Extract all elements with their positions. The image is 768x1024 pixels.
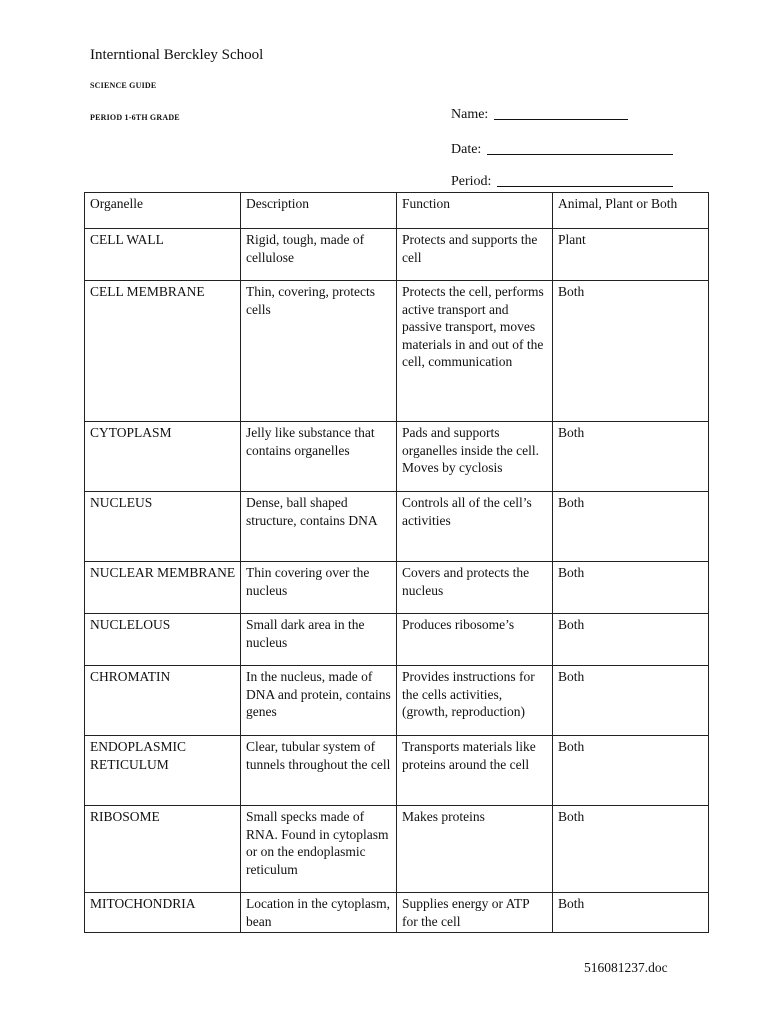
organelle-cell: ENDOPLASMIC RETICULUM bbox=[85, 736, 241, 806]
period-grade-label: PERIOD 1-6TH GRADE bbox=[90, 113, 180, 122]
type-cell: Both bbox=[553, 666, 709, 736]
column-header-organelle: Organelle bbox=[85, 193, 241, 229]
organelle-cell: NUCLEAR MEMBRANE bbox=[85, 562, 241, 614]
function-cell: Covers and protects the nucleus bbox=[397, 562, 553, 614]
function-cell: Supplies energy or ATP for the cell bbox=[397, 893, 553, 933]
column-header-type: Animal, Plant or Both bbox=[553, 193, 709, 229]
description-cell: In the nucleus, made of DNA and protein, contains genes bbox=[241, 666, 397, 736]
name-field bbox=[451, 107, 628, 123]
function-cell: Produces ribosome’s bbox=[397, 614, 553, 666]
function-cell: Provides instructions for the cells activities, (growth, reproduction) bbox=[397, 666, 553, 736]
period-blank-line[interactable] bbox=[497, 185, 673, 187]
document-filename: 516081237.doc bbox=[584, 960, 668, 975]
function-cell: Protects and supports the cell bbox=[397, 229, 553, 281]
type-cell: Both bbox=[553, 614, 709, 666]
column-header-description: Description bbox=[241, 193, 397, 229]
organelle-cell: CELL MEMBRANE bbox=[85, 281, 241, 422]
organelle-table bbox=[84, 192, 709, 933]
type-cell: Both bbox=[553, 281, 709, 422]
type-cell: Both bbox=[553, 893, 709, 933]
organelle-cell: CYTOPLASM bbox=[85, 422, 241, 492]
organelle-cell: RIBOSOME bbox=[85, 806, 241, 893]
name-blank-line[interactable] bbox=[494, 118, 628, 120]
date-label: Date: bbox=[451, 142, 482, 157]
organelle-cell: CELL WALL bbox=[85, 229, 241, 281]
organelle-cell: NUCLELOUS bbox=[85, 614, 241, 666]
science-guide-label: SCIENCE GUIDE bbox=[90, 81, 157, 90]
function-cell: Pads and supports organelles inside the cell. Moves by cyclosis bbox=[397, 422, 553, 492]
period-field bbox=[451, 174, 673, 190]
table-row bbox=[85, 806, 709, 893]
description-cell: Jelly like substance that contains organelles bbox=[241, 422, 397, 492]
organelle-cell: CHROMATIN bbox=[85, 666, 241, 736]
function-cell: Protects the cell, performs active transport and passive transport, moves materials in and out of the cell, communication bbox=[397, 281, 553, 422]
name-label: Name: bbox=[451, 107, 489, 122]
description-cell: Location in the cytoplasm, bean bbox=[241, 893, 397, 933]
table-row bbox=[85, 229, 709, 281]
table-row bbox=[85, 281, 709, 422]
description-cell: Small dark area in the nucleus bbox=[241, 614, 397, 666]
column-header-function: Function bbox=[397, 193, 553, 229]
function-cell: Makes proteins bbox=[397, 806, 553, 893]
type-cell: Both bbox=[553, 422, 709, 492]
organelle-cell: NUCLEUS bbox=[85, 492, 241, 562]
date-blank-line[interactable] bbox=[487, 153, 673, 155]
type-cell: Both bbox=[553, 562, 709, 614]
table-row bbox=[85, 736, 709, 806]
description-cell: Thin, covering, protects cells bbox=[241, 281, 397, 422]
date-field bbox=[451, 142, 673, 158]
function-cell: Transports materials like proteins around the cell bbox=[397, 736, 553, 806]
description-cell: Clear, tubular system of tunnels throughout the cell bbox=[241, 736, 397, 806]
type-cell: Both bbox=[553, 806, 709, 893]
table-row bbox=[85, 422, 709, 492]
school-name: Interntional Berckley School bbox=[90, 47, 264, 63]
table-row bbox=[85, 666, 709, 736]
table-header-row bbox=[85, 193, 709, 229]
table-row bbox=[85, 562, 709, 614]
description-cell: Thin covering over the nucleus bbox=[241, 562, 397, 614]
function-cell: Controls all of the cell’s activities bbox=[397, 492, 553, 562]
type-cell: Both bbox=[553, 492, 709, 562]
table-row bbox=[85, 893, 709, 933]
type-cell: Plant bbox=[553, 229, 709, 281]
period-label: Period: bbox=[451, 174, 492, 189]
organelle-cell: MITOCHONDRIA bbox=[85, 893, 241, 933]
description-cell: Small specks made of RNA. Found in cytoplasm or on the endoplasmic reticulum bbox=[241, 806, 397, 893]
table-row bbox=[85, 614, 709, 666]
description-cell: Rigid, tough, made of cellulose bbox=[241, 229, 397, 281]
type-cell: Both bbox=[553, 736, 709, 806]
table-row bbox=[85, 492, 709, 562]
description-cell: Dense, ball shaped structure, contains DNA bbox=[241, 492, 397, 562]
